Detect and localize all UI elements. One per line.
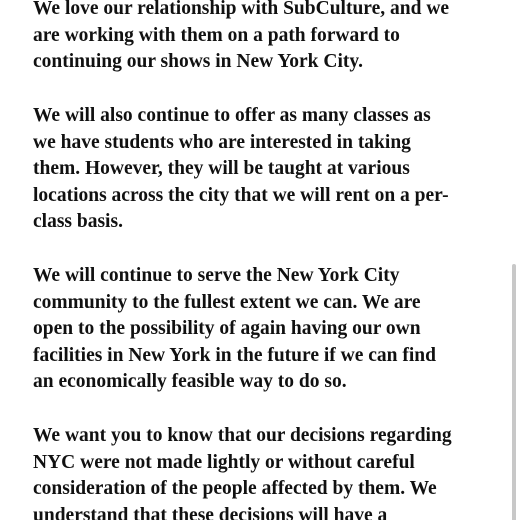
text-line: We will also continue to offer as many classes as [33, 105, 431, 126]
paragraph-spacer [33, 236, 493, 264]
text-line: them. However, they will be taught at various [33, 158, 410, 179]
text-line: continuing our shows in New York City. [33, 51, 363, 72]
text-line: are working with them on a path forward to [33, 24, 400, 46]
text-line: an economically feasible way to do so. [33, 371, 347, 392]
vertical-scrollbar[interactable] [512, 264, 516, 520]
text-line: understand that these decisions will have a [33, 504, 388, 520]
paragraph-community [33, 263, 493, 396]
article-body [33, 0, 493, 520]
text-line: facilities in New York in the future if we can find [33, 344, 436, 366]
text-line: class basis. [33, 211, 123, 232]
paragraph-spacer [33, 76, 493, 104]
text-line: consideration of the people affected by them. We [33, 478, 437, 499]
paragraph-decisions [33, 423, 493, 520]
paragraph-subculture [33, 0, 493, 76]
text-line: open to the possibility of again having our own [33, 318, 421, 339]
text-line: locations across the city that we will rent on a per- [33, 184, 449, 206]
text-line: we have students who are interested in taking [33, 131, 411, 153]
text-line: NYC were not made lightly or without careful [33, 451, 415, 473]
paragraph-classes [33, 103, 493, 236]
text-line: community to the fullest extent we can. We are [33, 291, 421, 313]
paragraph-spacer [33, 396, 493, 424]
text-line: We love our relationship with SubCulture, and we [33, 0, 450, 19]
text-line: We will continue to serve the New York City [33, 265, 400, 286]
text-line: We want you to know that our decisions regarding [33, 425, 452, 446]
